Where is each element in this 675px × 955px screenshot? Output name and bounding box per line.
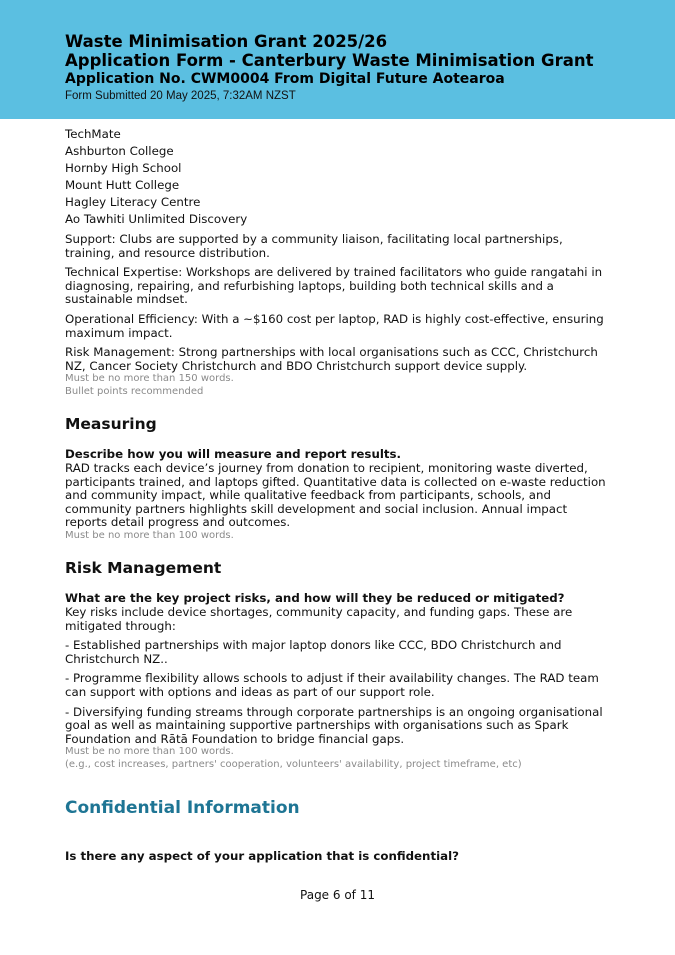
operational-paragraph: Operational Efficiency: With a ~$160 cost per laptop, RAD is highly cost-effective, ensuring maximum impact.: [65, 311, 604, 340]
technical-paragraph: Technical Expertise: Workshops are delivered by trained facilitators who guide rangatahi in diagnosing, repairing, and refurbishing laptops, building both technical skills and a sustainable mindset.: [65, 265, 603, 307]
partner-list: [65, 126, 610, 228]
measuring-word-limit-hint: Must be no more than 100 words.: [65, 529, 234, 541]
page-content: [65, 126, 610, 864]
risk-point-2: - Programme flexibility allows schools to adjust if their availability changes. The RAD team can support with options and ideas as part of our support role.: [65, 671, 599, 699]
risk-point-3: - Diversifying funding streams through corporate partnerships is an ongoing organisational goal as well as maintaining supportive partnerships with organisations such as Spark Foundation and Rātā Foundation to bridge financial gaps.: [65, 704, 603, 746]
page-header: [0, 0, 675, 119]
confidential-heading: Confidential Information: [65, 798, 300, 819]
risk-word-limit-hint: Must be no more than 100 words.: [65, 746, 234, 758]
support-paragraph: Support: Clubs are supported by a community liaison, facilitating local partnerships, training, and resource distribution.: [65, 232, 563, 260]
risk-management-heading: Risk Management: [65, 559, 222, 578]
submission-date: Form Submitted 20 May 2025, 7:32AM NZST: [65, 90, 296, 102]
list-item: Hornby High School: [65, 161, 182, 175]
measuring-question: Describe how you will measure and report results.: [65, 447, 402, 462]
risk-example-hint: (e.g., cost increases, partners' cooperation, volunteers' availability, project timeframe, etc): [65, 758, 522, 770]
risk-intro: Key risks include device shortages, community capacity, and funding gaps. These are mitigated through:: [65, 605, 573, 633]
risk-point-1: - Established partnerships with major laptop donors like CCC, BDO Christchurch and Christchurch NZ..: [65, 638, 562, 666]
list-item: TechMate: [65, 127, 121, 141]
application-number: Application No. CWM0004 From Digital Future Aotearoa: [65, 71, 505, 87]
confidential-question: Is there any aspect of your application that is confidential?: [65, 849, 459, 864]
list-item: Mount Hutt College: [65, 178, 180, 192]
measuring-answer: RAD tracks each device’s journey from donation to recipient, monitoring waste diverted, participants trained, and laptops gifted. Quantitative data is collected on e-waste reduction and community impact, while qualitative feedback from participants, schools, and community partners highlights skill development and social inclusion. Annual impact reports detail progress and outcomes.: [65, 460, 606, 530]
list-item: Ao Tawhiti Unlimited Discovery: [65, 212, 248, 226]
grant-title: Waste Minimisation Grant 2025/26: [65, 32, 388, 51]
form-title: Application Form - Canterbury Waste Minimisation Grant: [65, 51, 594, 70]
measuring-heading: Measuring: [65, 415, 157, 434]
page-number: Page 6 of 11: [300, 888, 375, 902]
bullet-hint: Bullet points recommended: [65, 385, 204, 397]
list-item: Ashburton College: [65, 144, 174, 158]
risk-question: What are the key project risks, and how will they be reduced or mitigated?: [65, 591, 565, 606]
word-limit-hint: Must be no more than 150 words.: [65, 373, 234, 385]
list-item: Hagley Literacy Centre: [65, 195, 201, 209]
risk-paragraph: Risk Management: Strong partnerships with local organisations such as CCC, Christchurch NZ, Cancer Society Christchurch and BDO Christchurch support device supply.: [65, 345, 598, 373]
